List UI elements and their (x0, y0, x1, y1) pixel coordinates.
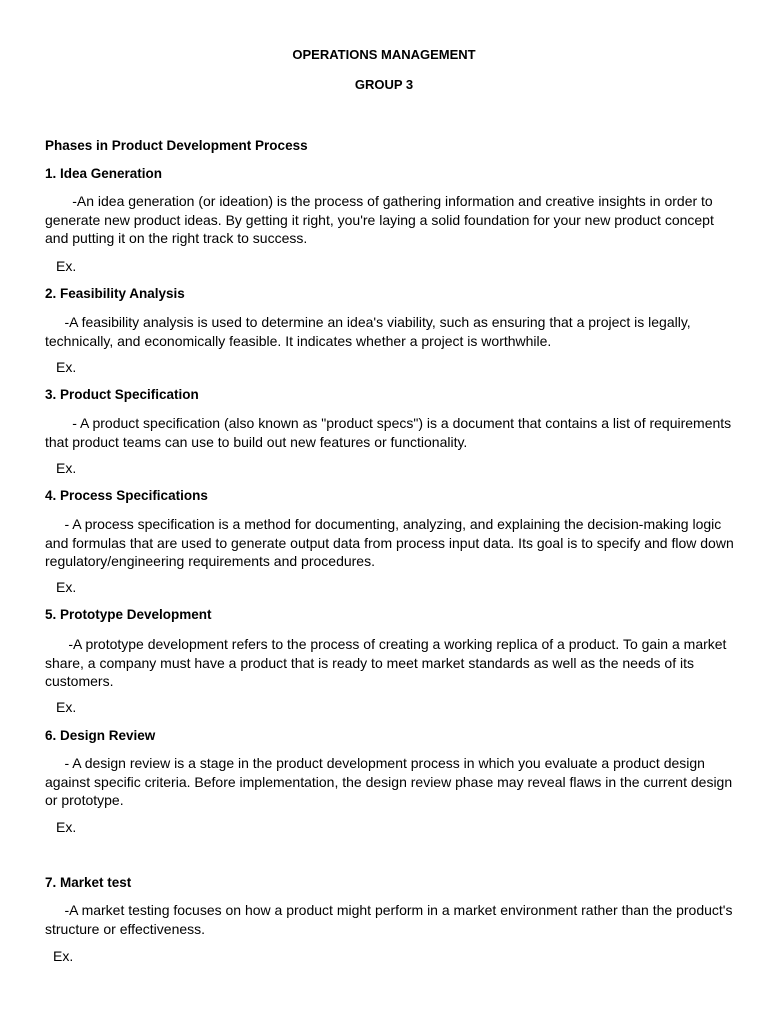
phase-description: - A process specification is a method for documenting, analyzing, and explaining the decision-making logic and formulas that are used to generate output data from process input data. Its goal is to specify and flow down regulatory/engineering requirements and procedures. (45, 516, 738, 569)
phase-description: - A design review is a stage in the product development process in which you evaluate a product design against specific criteria. Before implementation, the design review phase may reveal flaws in the current design or prototype. (45, 755, 737, 808)
phase-example: Ex. (56, 460, 77, 476)
phase-description: -A market testing focuses on how a product might perform in a market environment rather than the product's structure or effectiveness. (45, 902, 737, 937)
phase-description: -A prototype development refers to the process of creating a working replica of a product. To gain a market share, a company must have a product that is ready to meet market standards as well as the needs of its customers. (45, 636, 731, 689)
phase-heading: 4. Process Specifications (45, 488, 208, 503)
phase-description: - A product specification (also known as "product specs") is a document that contains a list of requirements that product teams can use to build out new features or functionality. (45, 415, 736, 450)
phase-description: -An idea generation (or ideation) is the process of gathering information and creative insights in order to generate new product ideas. By getting it right, you're laying a solid foundation for your new product concept and putting it on the right track to success. (45, 193, 718, 246)
document-title: OPERATIONS MANAGEMENT (292, 47, 476, 62)
phase-heading: 6. Design Review (45, 728, 156, 743)
phase-example: Ex. (56, 699, 77, 715)
phase-example: Ex. (56, 359, 77, 375)
phase-example: Ex. (53, 948, 74, 964)
phase-heading: 1. Idea Generation (45, 166, 163, 181)
document-subtitle: GROUP 3 (354, 77, 414, 92)
phase-description: -A feasibility analysis is used to determine an idea's viability, such as ensuring that a project is legally, technically, and economically feasible. It indicates whether a project is worthwhile. (45, 314, 695, 349)
phase-heading: 7. Market test (45, 875, 132, 890)
phase-example: Ex. (56, 258, 77, 274)
phase-heading: 3. Product Specification (45, 387, 199, 402)
phase-heading: 5. Prototype Development (45, 607, 212, 622)
section-heading: Phases in Product Development Process (45, 138, 308, 153)
phase-example: Ex. (56, 579, 77, 595)
phase-example: Ex. (56, 819, 77, 835)
phase-heading: 2. Feasibility Analysis (45, 286, 185, 301)
